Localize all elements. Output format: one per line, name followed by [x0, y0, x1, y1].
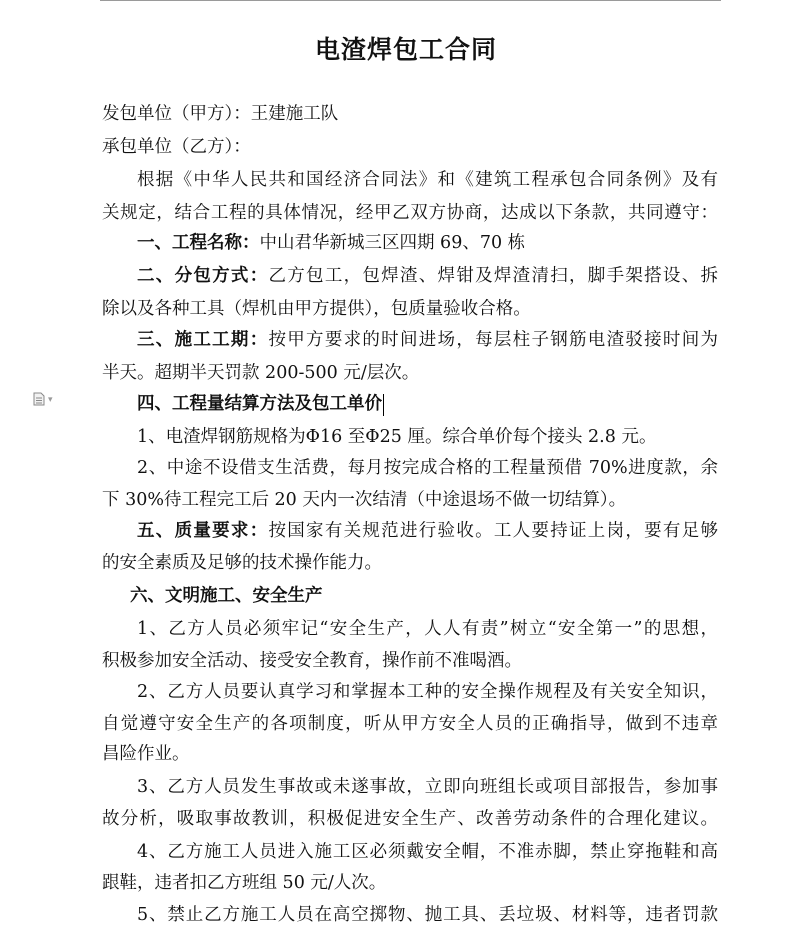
- section-2-heading: 二、分包方式：: [137, 266, 269, 286]
- party-b-line[interactable]: 承包单位（乙方）：: [102, 137, 251, 157]
- section-6-item-3-cont[interactable]: 故分析，吸取事故教训，积极促进安全生产、改善劳动条件的合理化建议。: [102, 809, 718, 829]
- section-6-line[interactable]: [130, 583, 323, 609]
- section-4-item-2[interactable]: 2、中途不设借支生活费，每月按完成合格的工程量预借 70%进度款，余: [137, 458, 718, 478]
- section-4-item-1[interactable]: 1、电渣焊钢筋规格为Φ16 至Φ25 厘。综合单价每个接头 2.8 元。: [137, 427, 657, 447]
- section-3-cont[interactable]: 半天。超期半天罚款 200-500 元/层次。: [102, 363, 420, 383]
- section-5-cont[interactable]: 的安全素质及足够的技术操作能力。: [102, 553, 382, 573]
- section-3-heading: 三、施工工期：: [137, 330, 269, 350]
- section-2-line[interactable]: [137, 263, 718, 289]
- section-4-item-2-cont[interactable]: 下 30%待工程完工后 20 天内一次结清（中途退场不做一切结算）。: [102, 490, 627, 510]
- section-2-text: 乙方包工，包焊渣、焊钳及焊渣清扫，脚手架搭设、拆: [268, 266, 718, 286]
- page-top-rule: [100, 0, 721, 1]
- chevron-down-icon[interactable]: ▾: [48, 395, 53, 405]
- section-1-text: 中山君华新城三区四期 69、70 栋: [259, 233, 526, 253]
- contract-title: 电渣焊包工合同: [314, 35, 497, 64]
- section-6-item-3[interactable]: 3、乙方人员发生事故或未遂事故，立即向班组长或项目部报告，参加事: [137, 777, 718, 797]
- party-a-line[interactable]: 发包单位（甲方）：王建施工队: [102, 104, 339, 124]
- text-cursor: [383, 394, 384, 416]
- section-3-text: 按甲方要求的时间进场，每层柱子钢筋电渣驳接时间为: [268, 330, 718, 350]
- section-5-line[interactable]: [137, 518, 718, 544]
- section-6-item-2-cont[interactable]: 自觉遵守安全生产的各项制度，听从甲方安全人员的正确指导，做到不违章: [102, 714, 718, 734]
- section-6-item-4[interactable]: 4、乙方施工人员进入施工区必须戴安全帽，不准赤脚，禁止穿拖鞋和高: [137, 842, 718, 862]
- section-4-heading: 四、工程量结算方法及包工单价: [137, 394, 382, 414]
- section-3-line[interactable]: [137, 327, 718, 353]
- section-1-heading: 一、工程名称：: [137, 233, 260, 253]
- section-6-item-1-cont[interactable]: 积极参加安全活动、接受安全教育，操作前不准喝酒。: [102, 651, 522, 671]
- section-2-cont[interactable]: 除以及各种工具（焊机由甲方提供），包质量验收合格。: [102, 299, 531, 319]
- intro-line-1[interactable]: 根据《中华人民共和国经济合同法》和《建筑工程承包合同条例》及有: [137, 170, 718, 190]
- intro-line-2[interactable]: 关规定，结合工程的具体情况，经甲乙双方协商，达成以下条款，共同遵守：: [102, 203, 718, 223]
- section-6-item-2[interactable]: 2、乙方人员要认真学习和掌握本工种的安全操作规程及有关安全知识，: [137, 682, 718, 702]
- section-6-item-1[interactable]: 1、乙方人员必须牢记“安全生产，人人有责”树立“安全第一”的思想，: [137, 619, 718, 639]
- section-5-heading: 五、质量要求：: [137, 521, 269, 541]
- document-icon[interactable]: [33, 392, 45, 406]
- section-6-item-5[interactable]: 5、禁止乙方施工人员在高空掷物、抛工具、丢垃圾、材料等，违者罚款: [137, 905, 718, 925]
- section-5-text: 按国家有关规范进行验收。工人要持证上岗，要有足够: [268, 521, 718, 541]
- section-1-line[interactable]: [137, 230, 525, 256]
- section-6-heading: 六、文明施工、安全生产: [130, 586, 323, 606]
- section-4-line[interactable]: [137, 391, 384, 417]
- section-6-item-4-cont[interactable]: 跟鞋，违者扣乙方班组 50 元/人次。: [102, 873, 387, 893]
- section-6-item-2-cont2[interactable]: 昌险作业。: [102, 744, 190, 764]
